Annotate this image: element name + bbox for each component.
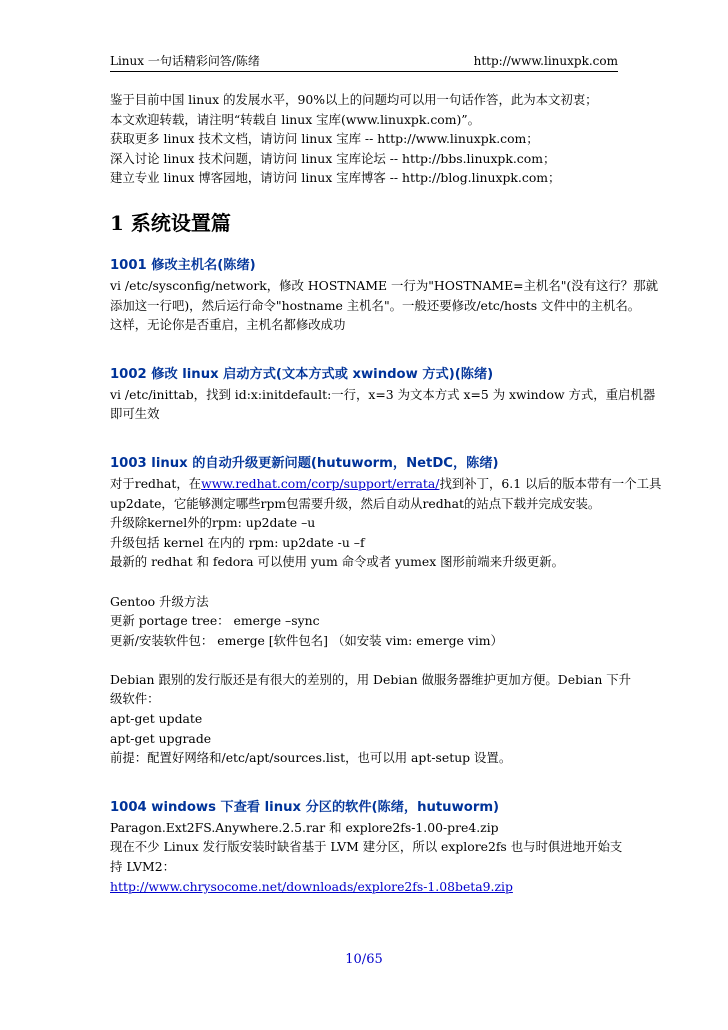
body-line: 即可生效 [110,406,160,422]
page-header [110,53,618,72]
section-1002 [110,365,656,424]
section-heading: 1004 windows 下查看 linux 分区的软件(陈绪，hutuworm) [110,799,500,815]
body-line: 添加这一行吧)，然后运行命令"hostname 主机名"。一般还要修改/etc/hosts 文件中的主机名。 [110,297,641,313]
body-line: Debian 跟别的发行版还是有很大的差别的，用 Debian 做服务器维护更加方便。Debian 下升 [110,671,632,687]
body-line: 级软件： [110,691,160,707]
section-1004 [110,798,623,896]
page-content [110,90,662,896]
intro-line: 建立专业 linux 博客园地，请访问 linux 宝库博客 -- http://blog.linuxpk.com； [110,170,561,186]
body-line: Paragon.Ext2FS.Anywhere.2.5.rar 和 explore2fs-1.00-pre4.zip [110,819,499,835]
body-text: 找到补丁，6.1 以后的版本带有一个工具 [439,475,662,491]
body-line [110,474,662,494]
explore2fs-download-link[interactable]: http://www.chrysocome.net/downloads/explore2fs-1.08beta9.zip [110,878,513,894]
header-url: http://www.linuxpk.com [473,54,618,68]
body-line: vi /etc/sysconfig/network，修改 HOSTNAME 一行为"HOSTNAME=主机名"(没有这行？那就 [110,277,658,293]
document-page [110,0,662,1030]
section-heading: 1002 修改 linux 启动方式(文本方式或 xwindow 方式)(陈绪) [110,366,494,382]
section-1003 [110,454,662,768]
section-1001 [110,256,658,335]
intro-line: 深入讨论 linux 技术问题，请访问 linux 宝库论坛 -- http://bbs.linuxpk.com； [110,150,556,166]
body-text: 对于redhat，在 [110,475,202,491]
body-line: 最新的 redhat 和 fedora 可以使用 yum 命令或者 yumex 图形前端来升级更新。 [110,554,565,570]
intro-line: 获取更多 linux 技术文档，请访问 linux 宝库 -- http://www.linuxpk.com； [110,131,539,147]
body-line: 升级包括 kernel 在内的 rpm: up2date -u –f [110,534,365,550]
header-title: Linux 一句话精彩问答/陈绪 [110,54,260,68]
page-number: 10/65 [345,952,383,967]
body-line [110,877,618,897]
body-line: apt-get update [110,711,203,727]
body-line: vi /etc/inittab，找到 id:x:initdefault:一行，x=3 为文本方式 x=5 为 xwindow 方式，重启机器 [110,386,656,402]
body-line: 更新 portage tree： emerge –sync [110,613,320,629]
redhat-errata-link[interactable]: www.redhat.com/corp/support/errata/ [201,475,440,491]
body-line: 现在不少 Linux 发行版安装时缺省基于 LVM 建分区，所以 explore2fs 也与时俱进地开始支 [110,839,623,855]
body-line: 更新/安装软件包： emerge [软件包名] （如安装 vim: emerge vim） [110,632,503,648]
intro-line: 鉴于目前中国 linux 的发展水平，90%以上的问题均可以用一句话作答，此为本文初衷； [110,92,598,107]
section-heading: 1003 linux 的自动升级更新问题(hutuworm，NetDC，陈绪) [110,455,499,471]
body-line: 持 LVM2： [110,859,175,875]
body-line: apt-get upgrade [110,730,212,746]
intro-line: 本文欢迎转载，请注明“转载自 linux 宝库(www.linuxpk.com)”。 [110,111,481,127]
body-line: 这样，无论你是否重启，主机名都修改成功 [110,317,346,333]
intro-block [110,90,618,188]
body-line: up2date，它能够测定哪些rpm包需要升级，然后自动从redhat的站点下载并完成安装。 [110,495,601,511]
body-line: 前提：配置好网络和/etc/apt/sources.list，也可以用 apt-setup 设置。 [110,750,512,766]
body-line: Gentoo 升级方法 [110,593,209,609]
section-heading: 1001 修改主机名(陈绪) [110,257,256,273]
chapter-title: 1 系统设置篇 [110,210,231,235]
body-line: 升级除kernel外的rpm: up2date –u [110,515,316,531]
